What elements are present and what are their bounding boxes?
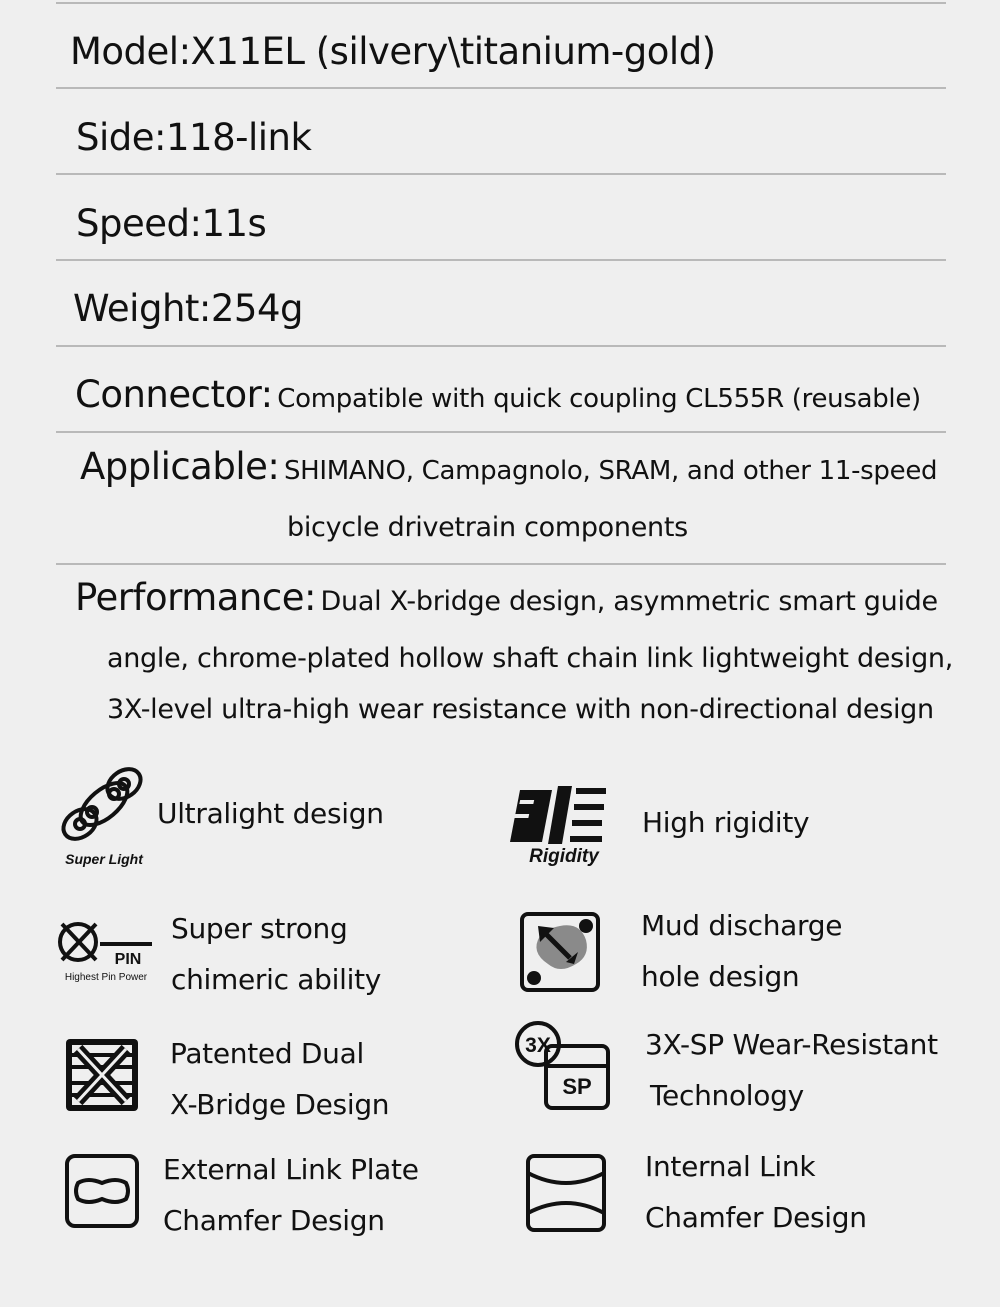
mud-discharge-icon (520, 912, 600, 992)
x-pin-caption: Highest Pin Power (64, 972, 148, 983)
feature-3x-sp-line2: Technology (650, 1079, 804, 1112)
performance-value-line2: angle, chrome-plated hollow shaft chain link lightweight design, (107, 643, 954, 674)
performance-value-line3: 3X-level ultra-high wear resistance with non-directional design (107, 694, 934, 725)
applicable-value-line2: bicycle drivetrain components (287, 512, 688, 543)
applicable-label: Applicable: (80, 445, 280, 488)
feature-ultralight (157, 788, 384, 839)
divider (56, 259, 946, 261)
feature-3x-sp (645, 1019, 938, 1121)
divider (56, 173, 946, 175)
3x-sp-badge: SP (562, 1074, 592, 1099)
feature-super-strong-line1: Super strong (171, 912, 348, 945)
spec-applicable (80, 445, 937, 488)
spec-performance (75, 576, 938, 619)
feature-mud-discharge-line2: hole design (641, 960, 800, 993)
divider (56, 2, 946, 4)
applicable-value-line1: SHIMANO, Campagnolo, SRAM, and other 11-speed (283, 456, 938, 486)
rigidity-icon (510, 782, 610, 870)
3x-sp-caption: 3X (525, 1034, 551, 1057)
feature-external-link-line1: External Link Plate (163, 1153, 419, 1186)
feature-internal-link-line1: Internal Link (645, 1150, 816, 1183)
feature-dual-x-bridge (170, 1028, 389, 1130)
feature-rigidity (642, 797, 809, 848)
super-light-caption: Super Light (65, 851, 143, 867)
divider (56, 345, 946, 347)
feature-ultralight-line1: Ultralight design (157, 797, 384, 830)
feature-rigidity-line1: High rigidity (642, 806, 810, 839)
feature-super-strong-line2: chimeric ability (171, 963, 382, 996)
x-pin-icon (56, 920, 156, 986)
feature-3x-sp-line1: 3X-SP Wear-Resistant (645, 1028, 938, 1061)
3x-sp-icon (514, 1020, 614, 1114)
rigidity-caption: Rigidity (529, 846, 599, 867)
connector-label: Connector: (75, 373, 273, 416)
feature-internal-link-line2: Chamfer Design (645, 1201, 867, 1234)
performance-value-line1: Dual X-bridge design, asymmetric smart guide (320, 586, 938, 617)
super-light-chain-icon (58, 762, 150, 870)
divider (56, 87, 946, 89)
connector-value: Compatible with quick coupling CL555R (reusable) (277, 384, 921, 414)
spec-speed: Speed:11s (76, 202, 267, 245)
internal-link-icon (525, 1153, 607, 1233)
feature-mud-discharge-line1: Mud discharge (641, 909, 843, 942)
divider (56, 563, 946, 565)
feature-mud-discharge (641, 900, 842, 1002)
feature-external-link (163, 1144, 419, 1246)
feature-external-link-line2: Chamfer Design (163, 1204, 385, 1237)
external-link-plate-icon (64, 1153, 140, 1229)
feature-super-strong (171, 903, 381, 1005)
dual-x-bridge-icon (64, 1037, 140, 1113)
spec-weight: Weight:254g (73, 287, 303, 330)
performance-label: Performance: (75, 576, 316, 619)
spec-connector (75, 373, 921, 416)
spec-side: Side:118-link (76, 116, 312, 159)
divider (56, 431, 946, 433)
spec-model: Model:X11EL (silvery\titanium-gold) (70, 30, 716, 73)
x-pin-badge: PIN (114, 951, 142, 968)
feature-internal-link (645, 1141, 867, 1243)
feature-dual-x-bridge-line1: Patented Dual (170, 1037, 364, 1070)
feature-dual-x-bridge-line2: X-Bridge Design (170, 1088, 390, 1121)
